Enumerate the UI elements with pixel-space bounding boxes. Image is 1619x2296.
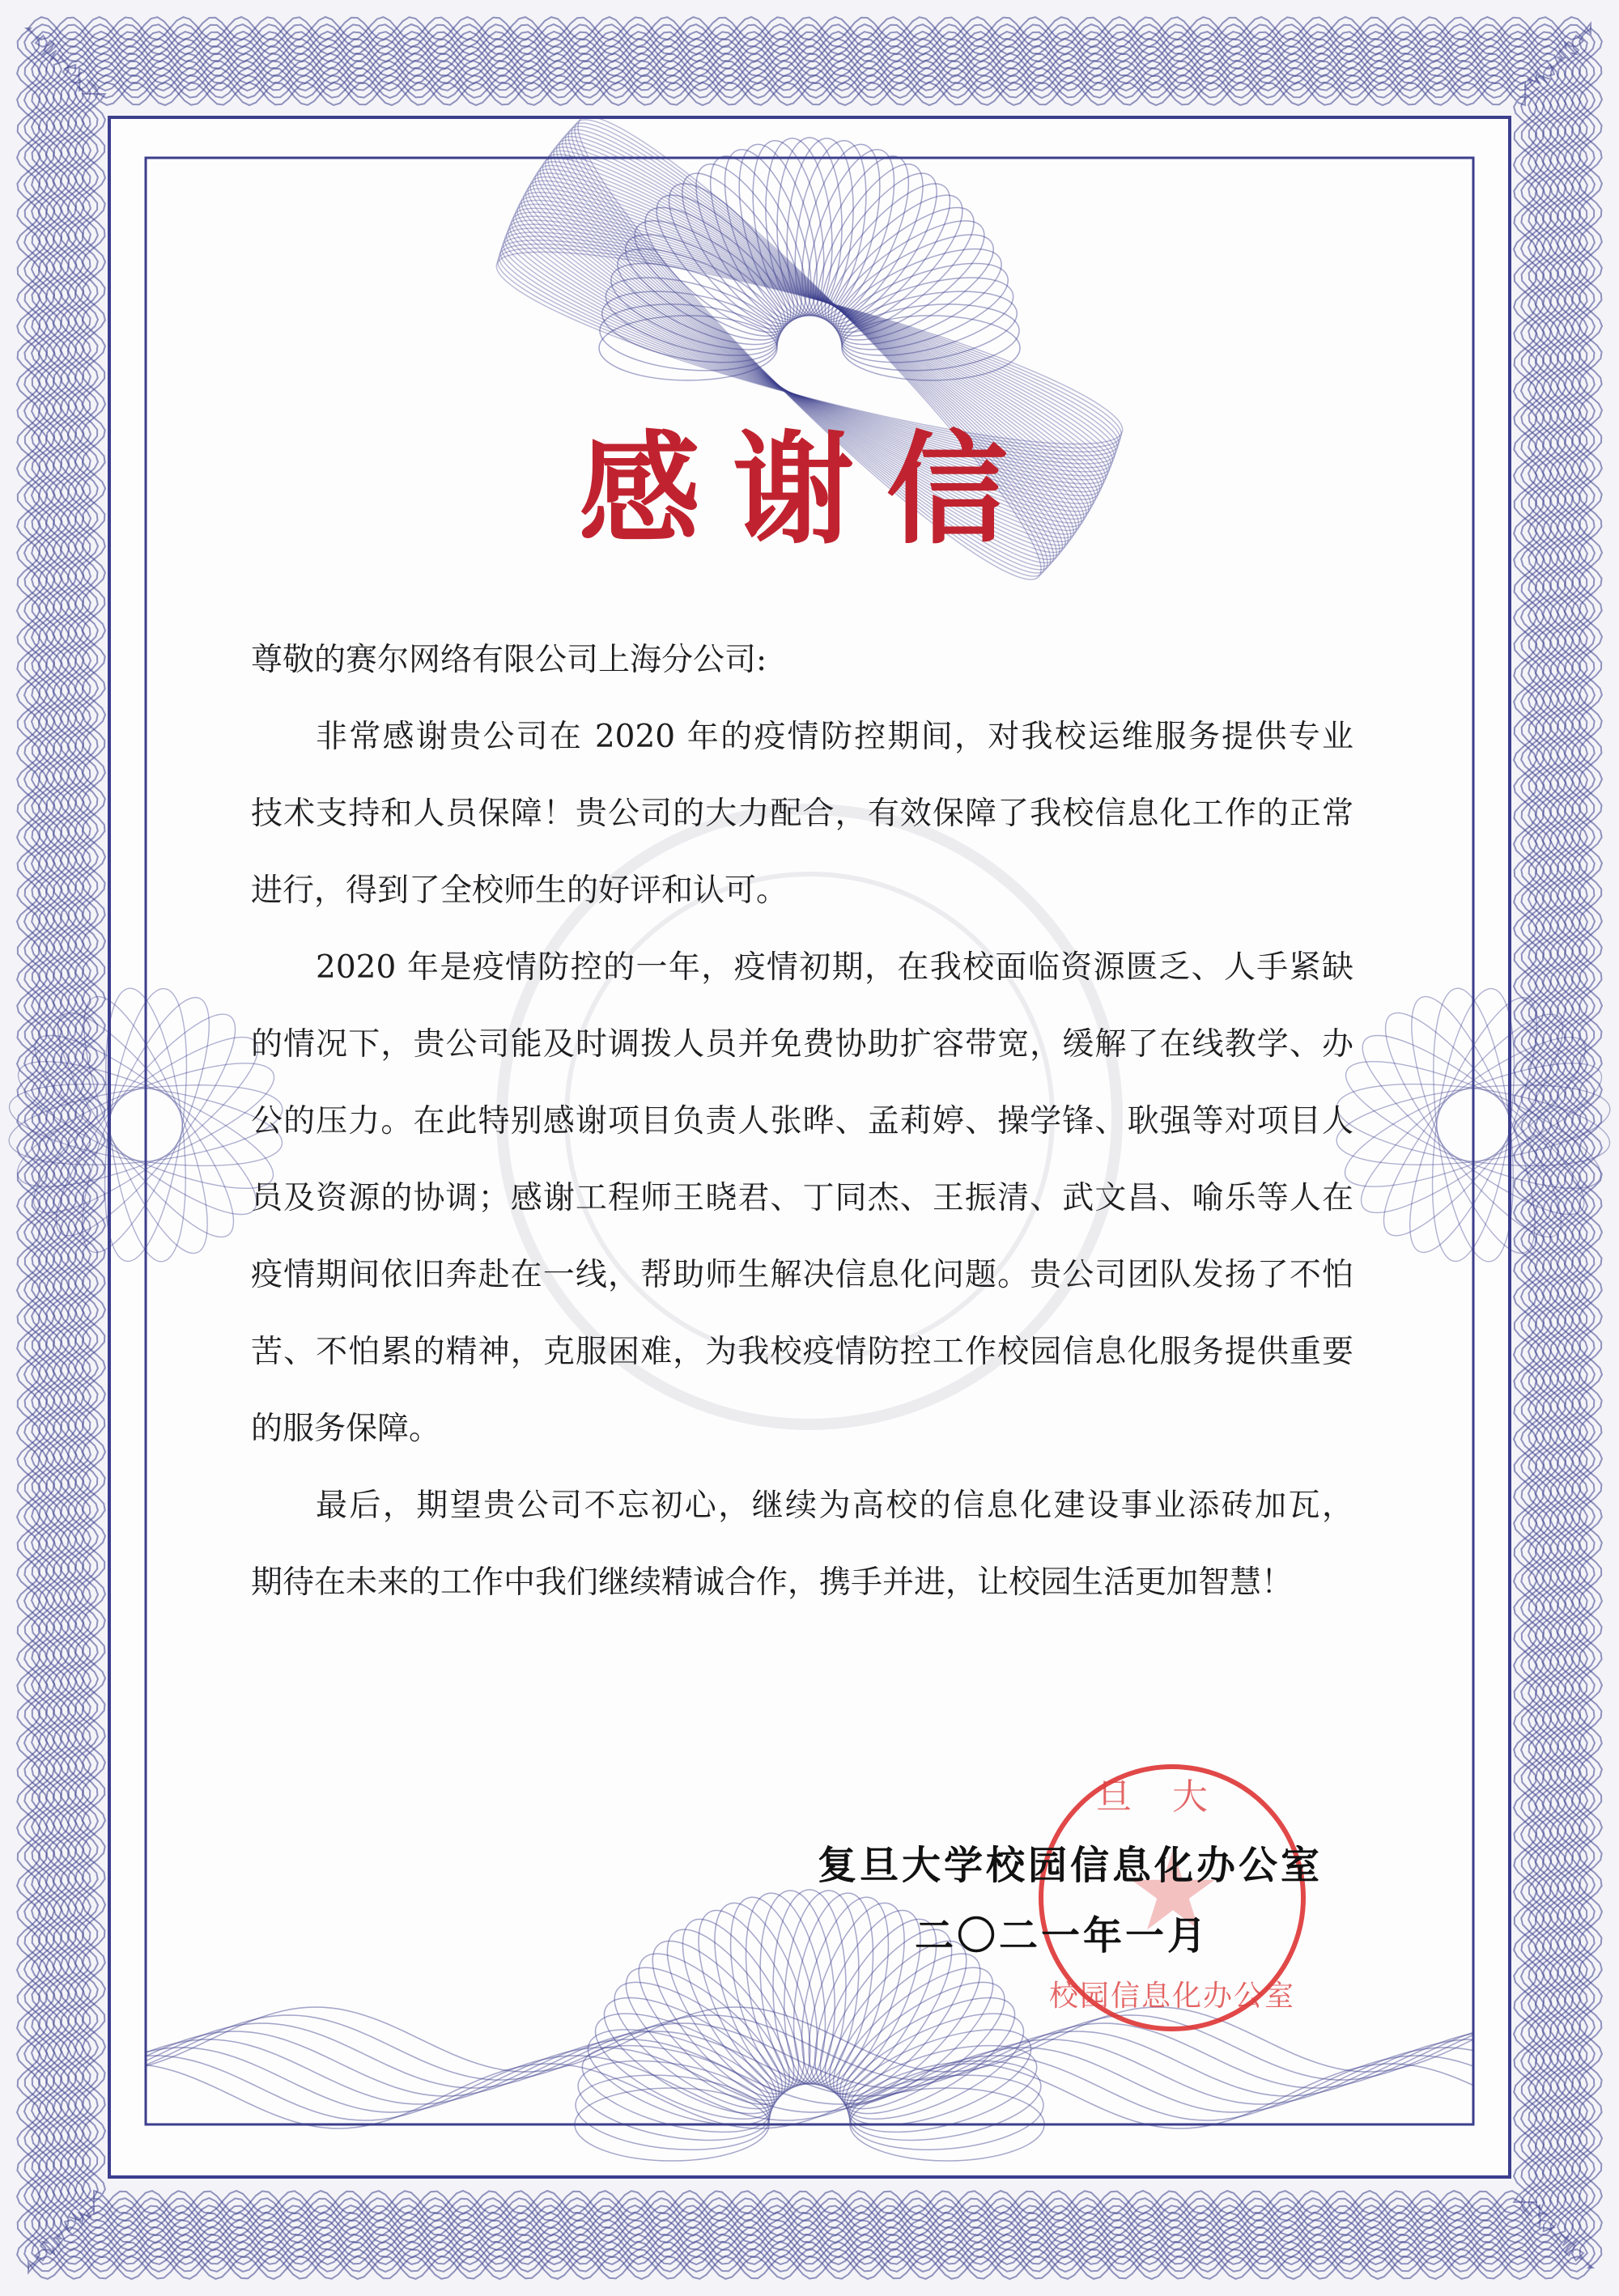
seal-top-text: 旦大 (1096, 1776, 1248, 1818)
salutation: 尊敬的赛尔网络有限公司上海分公司: (251, 642, 767, 678)
paragraph-line: 最后，期望贵公司不忘初心，继续为高校的信息化建设事业添砖加瓦， (316, 1488, 1353, 1524)
paragraph-line: 非常感谢贵公司在 2020 年的疫情防控期间，对我校运维服务提供专业 (316, 719, 1353, 755)
paragraph-line: 2020 年是疫情防控的一年，疫情初期，在我校面临资源匮乏、人手紧缺 (316, 949, 1353, 986)
paragraph-line: 公的压力。在此特别感谢项目负责人张晔、孟莉婷、操学锋、耿强等对项目人 (251, 1103, 1353, 1140)
official-seal (1039, 1764, 1306, 2031)
signature-organization: 复旦大学校园信息化办公室 (818, 1843, 1319, 1888)
signature-date: 二〇二一年一月 (915, 1913, 1206, 1959)
paragraph-line: 的服务保障。 (251, 1411, 441, 1447)
paragraph-line: 苦、不怕累的精神，克服困难，为我校疫情防控工作校园信息化服务提供重要 (251, 1334, 1353, 1370)
paragraph-line: 进行，得到了全校师生的好评和认可。 (251, 872, 788, 909)
letter-title: 感谢信 (578, 418, 1040, 561)
seal-bottom-text: 校园信息化办公室 (1048, 1980, 1295, 2013)
paragraph-line: 疫情期间依旧奔赴在一线，帮助师生解决信息化问题。贵公司团队发扬了不怕 (251, 1257, 1353, 1293)
paragraph-line: 的情况下，贵公司能及时调拨人员并免费协助扩容带宽，缓解了在线教学、办 (251, 1026, 1353, 1063)
paragraph-line: 期待在未来的工作中我们继续精诚合作，携手并进，让校园生活更加智慧！ (251, 1564, 1294, 1601)
paragraph-line: 员及资源的协调；感谢工程师王晓君、丁同杰、王振清、武文昌、喻乐等人在 (251, 1180, 1353, 1216)
paragraph-line: 技术支持和人员保障！贵公司的大力配合，有效保障了我校信息化工作的正常 (251, 796, 1353, 832)
letter-body (251, 622, 1353, 1621)
